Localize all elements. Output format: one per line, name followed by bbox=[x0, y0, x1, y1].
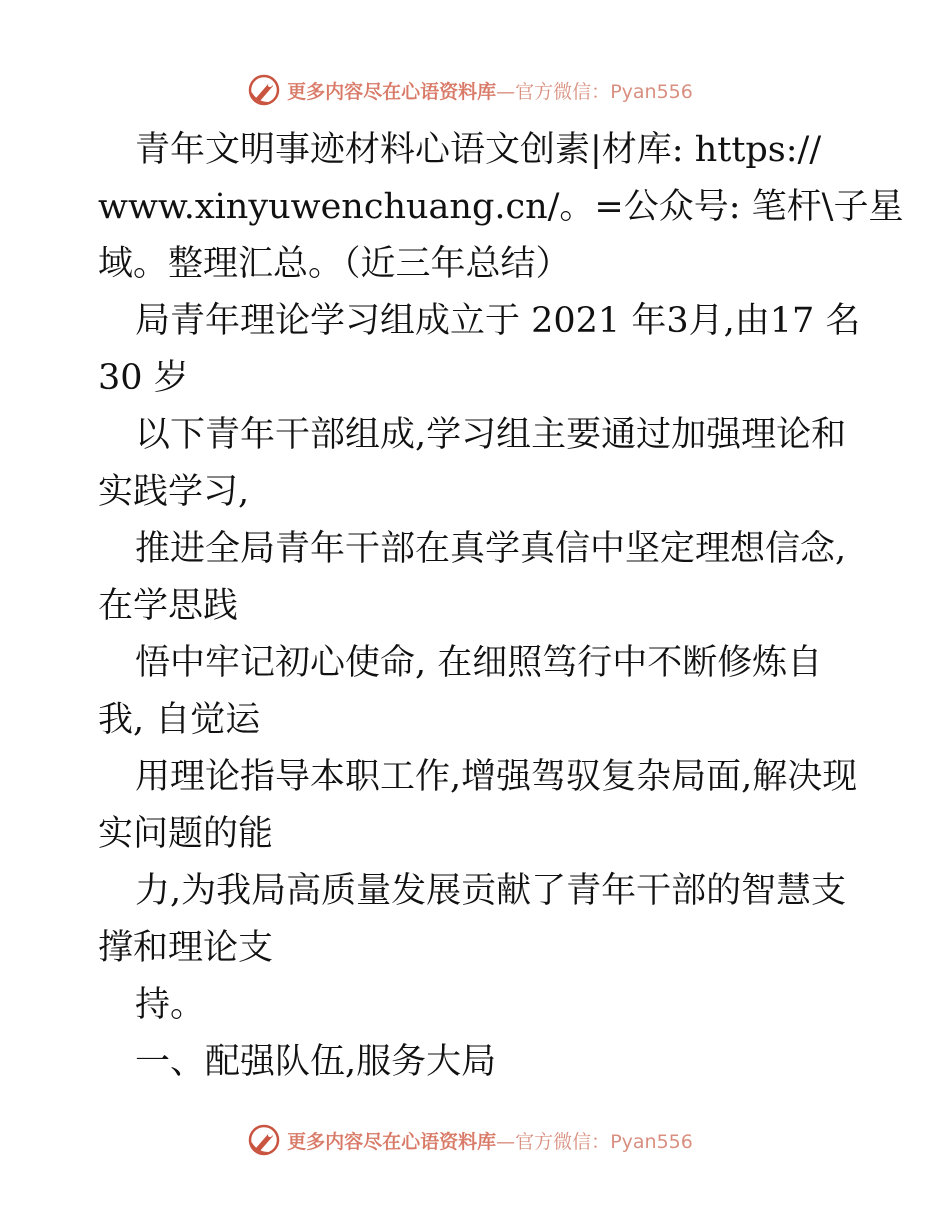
header-banner-text bbox=[287, 77, 693, 104]
text-line: 局青年理论学习组成立于 2021 年3月,由17 名 bbox=[135, 301, 861, 341]
text-line: 在学思践 bbox=[98, 586, 239, 626]
text-line: 青年文明事迹材料心语文创素|材库: https:// bbox=[135, 130, 822, 170]
footer-banner-official-label: 官方微信： bbox=[515, 1130, 611, 1153]
header-banner-official-label: 官方微信： bbox=[515, 80, 611, 103]
footer-banner-inner bbox=[247, 1123, 693, 1157]
pen-nib-logo-icon bbox=[247, 73, 281, 107]
text-line: 实问题的能 bbox=[98, 814, 274, 854]
section-heading: 一、配强队伍,服务大局 bbox=[135, 1042, 497, 1082]
text-line: www.xinyuwenchuang.cn/。=公众号: 笔杆\子星 bbox=[98, 187, 904, 227]
text-line: 以下青年干部组成,学习组主要通过加强理论和 bbox=[135, 415, 847, 455]
footer-banner-wechat-id: Pyan556 bbox=[610, 1130, 693, 1153]
pen-nib-logo-icon bbox=[247, 1123, 281, 1157]
text-line: 悟中牢记初心使命, 在细照笃行中不断修炼自 bbox=[135, 643, 823, 683]
header-banner-wechat-id: Pyan556 bbox=[610, 80, 693, 103]
footer-banner-dash: — bbox=[496, 1130, 516, 1153]
text-line: 撑和理论支 bbox=[98, 928, 274, 968]
text-line: 力,为我局高质量发展贡献了青年干部的智慧支 bbox=[135, 871, 847, 911]
footer-banner-main: 更多内容尽在心语资料库 bbox=[287, 1130, 497, 1153]
header-banner-main: 更多内容尽在心语资料库 bbox=[287, 80, 497, 103]
footer-banner bbox=[0, 1120, 950, 1160]
text-line: 持。 bbox=[135, 985, 206, 1025]
text-line: 实践学习, bbox=[98, 472, 250, 512]
header-banner-dash: — bbox=[496, 80, 516, 103]
text-line: 用理论指导本职工作,增强驾驭复杂局面,解决现 bbox=[135, 757, 858, 797]
document-body bbox=[98, 122, 904, 1091]
text-line: 30 岁 bbox=[98, 358, 189, 398]
text-line: 我, 自觉运 bbox=[98, 700, 261, 740]
header-banner bbox=[0, 70, 950, 110]
header-banner-inner bbox=[247, 73, 693, 107]
text-line: 推进全局青年干部在真学真信中坚定理想信念, bbox=[135, 529, 847, 569]
text-line: 域。整理汇总。（近三年总结） bbox=[98, 244, 571, 284]
footer-banner-text bbox=[287, 1127, 693, 1154]
